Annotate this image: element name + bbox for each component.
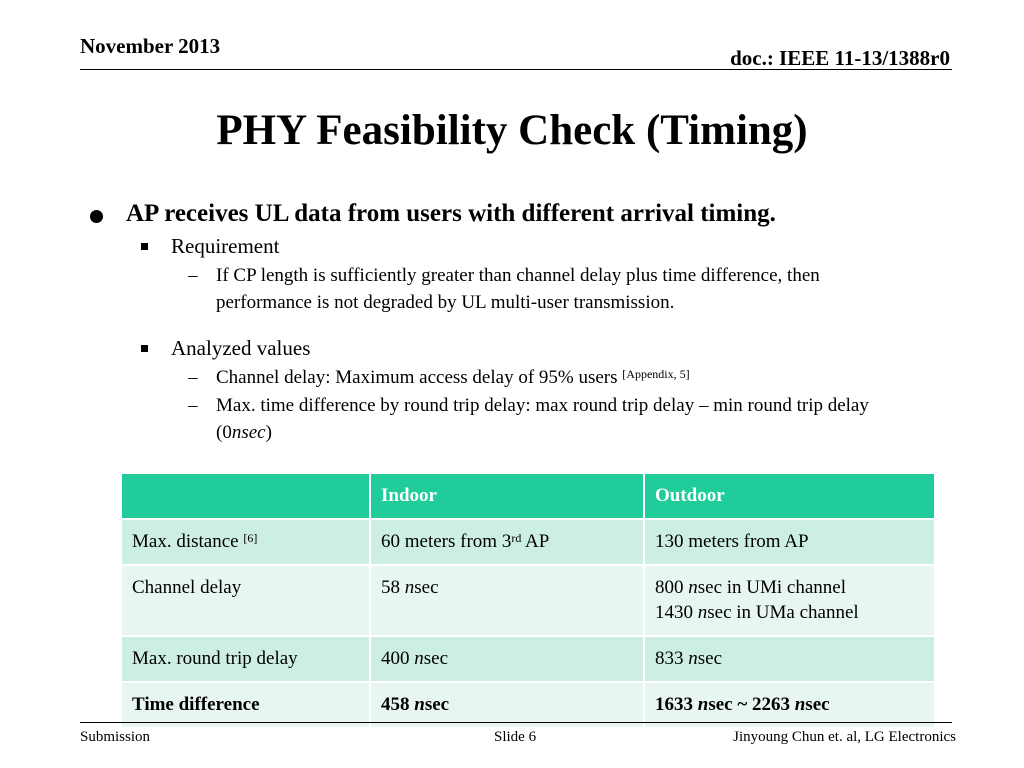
footer-author: Jinyoung Chun et. al, LG Electronics [733, 729, 956, 745]
footer-slide-number: Slide 6 [494, 729, 537, 745]
cell-outdoor-distance: 130 meters from AP [644, 519, 935, 565]
cell-indoor-distance: 60 meters from 3rd AP [370, 519, 644, 565]
square-bullet-icon [141, 345, 148, 352]
cell-outdoor-channel-delay: 800 nsec in UMi channel 1430 nsec in UMa channel [644, 565, 935, 636]
row-label-time-difference: Time difference [121, 682, 370, 728]
table-row [121, 636, 935, 682]
row-label-max-distance: Max. distance [6] [121, 519, 370, 565]
dash-bullet-icon: – [188, 367, 198, 388]
time-difference-close: ) [265, 422, 272, 443]
table-row [121, 519, 935, 565]
slide-title: PHY Feasibility Check (Timing) [216, 107, 808, 154]
bullet-dot-icon [90, 210, 103, 223]
appendix-reference: [Appendix, 5] [622, 367, 690, 381]
requirement-text: If CP length is sufficiently greater than channel delay plus time difference, then performance is not degraded by UL multi-user transmission. [216, 265, 820, 313]
cell-indoor-channel-delay: 58 nsec [370, 565, 644, 636]
header-cell-indoor: Indoor [370, 473, 644, 519]
table-header-row [121, 473, 935, 519]
row-label-max-round-trip: Max. round trip delay [121, 636, 370, 682]
dash-bullet-icon: – [188, 395, 198, 416]
header-cell-empty [121, 473, 370, 519]
table-row [121, 565, 935, 636]
cell-indoor-round-trip: 400 nsec [370, 636, 644, 682]
distance-reference: [6] [243, 531, 258, 545]
timing-table [120, 472, 936, 729]
requirement-label: Requirement [171, 234, 280, 258]
cell-outdoor-round-trip: 833 nsec [644, 636, 935, 682]
footer-submission: Submission [80, 729, 151, 745]
square-bullet-icon [141, 243, 148, 250]
header-cell-outdoor: Outdoor [644, 473, 935, 519]
header-date: November 2013 [80, 34, 221, 58]
header-doc-id: doc.: IEEE 11-13/1388r0 [730, 46, 950, 70]
footer-divider [80, 722, 952, 723]
main-bullet-text: AP receives UL data from users with different arrival timing. [126, 200, 776, 227]
time-difference-unit: nsec [231, 422, 266, 443]
analyzed-label: Analyzed values [171, 336, 311, 360]
header-divider [80, 69, 952, 70]
dash-bullet-icon: – [188, 265, 198, 286]
time-difference-text: Max. time difference by round trip delay: max round trip delay – min round trip delay (0 [216, 395, 869, 443]
channel-delay-text: Channel delay: Maximum access delay of 95% users [216, 367, 623, 388]
cell-indoor-time-difference: 458 nsec [370, 682, 644, 728]
cell-outdoor-time-difference: 1633 nsec ~ 2263 nsec [644, 682, 935, 728]
row-label-channel-delay: Channel delay [121, 565, 370, 636]
